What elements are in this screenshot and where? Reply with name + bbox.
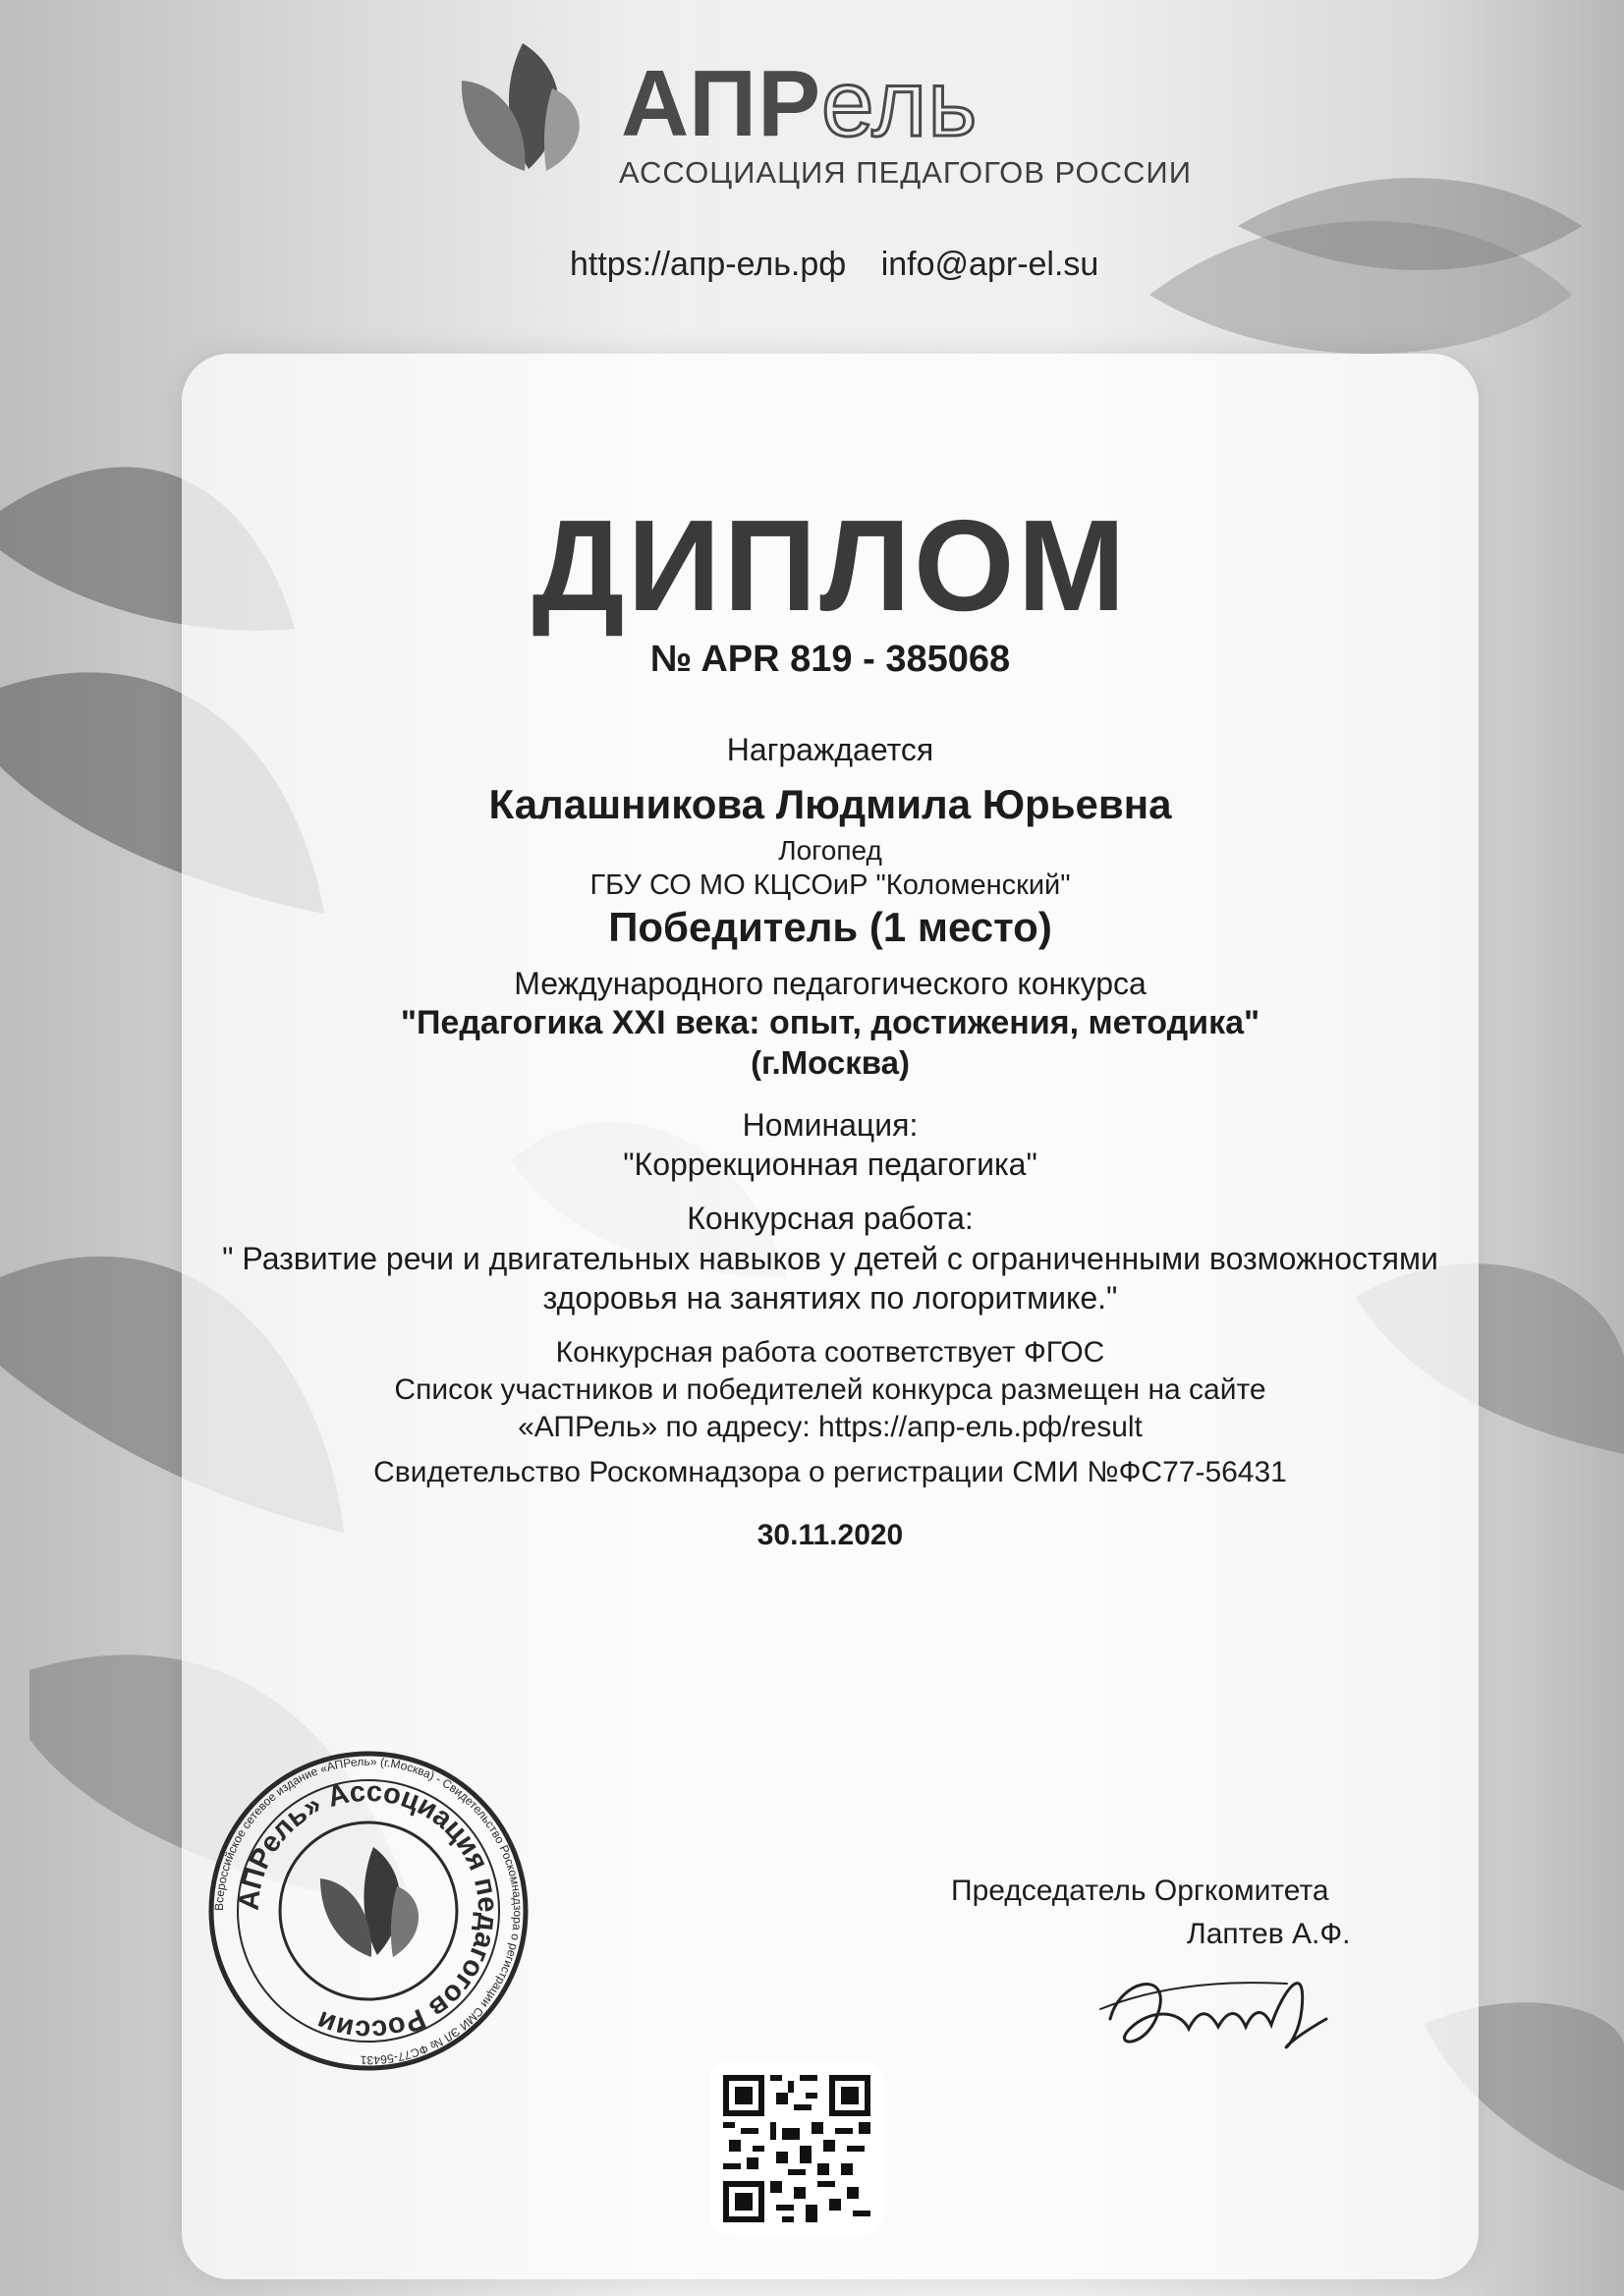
- awarded-label: Награждается: [726, 732, 934, 767]
- diploma-title: ДИПЛОМ: [532, 493, 1129, 638]
- contest-city: (г.Москва): [751, 1044, 910, 1081]
- recipient-name: Калашникова Людмила Юрьевна: [488, 781, 1172, 827]
- results-note-line1: Список участников и победителей конкурса размещен на сайте: [394, 1373, 1266, 1406]
- work-title: " Развитие речи и двигательных навыков у детей с ограниченными возможностями здоровья на занятиях по логоритмике.": [222, 1241, 1438, 1316]
- issue-date: 30.11.2020: [756, 1519, 904, 1551]
- website-link[interactable]: https://апр-ель.рф: [570, 246, 847, 283]
- brand-subtitle: АССОЦИАЦИЯ ПЕДАГОГОВ РОССИИ: [619, 155, 1192, 190]
- logo-leaf-icon: [454, 39, 591, 177]
- contest-type: Международного педагогического конкурса: [514, 966, 1147, 1001]
- work-label: Конкурсная работа:: [687, 1201, 974, 1236]
- diploma-number: № APR 819 - 385068: [649, 639, 1011, 680]
- brand-logo: [621, 51, 979, 156]
- nomination-label: Номинация:: [742, 1107, 919, 1143]
- qr-code[interactable]: [709, 2061, 884, 2236]
- email-link[interactable]: info@apr-el.su: [880, 246, 1099, 283]
- qr-code-icon: [723, 2075, 870, 2222]
- contacts: [570, 246, 1124, 284]
- fgos-note: Конкурсная работа соответствует ФГОС: [555, 1336, 1105, 1369]
- brand-tail: ель: [821, 51, 979, 156]
- result-title: Победитель (1 место): [608, 904, 1052, 950]
- brand-main: АПР: [621, 51, 822, 156]
- recipient-organization: ГБУ СО МО КЦСОиР "Коломенский": [589, 869, 1071, 901]
- stamp-outer-text: Всероссийское сетевое издание «АПРель» (г.Москва) - Свидетельство Роскомнадзора о регистрации СМИ ЭЛ № ФС77-56431: [211, 1754, 526, 2068]
- registration-note: Свидетельство Роскомнадзора о регистрации СМИ №ФС77-56431: [373, 1456, 1287, 1488]
- stamp-inner-text: АПРель» Ассоциация педагогов России: [233, 1775, 504, 2046]
- nomination-value: "Коррекционная педагогика": [623, 1147, 1037, 1182]
- recipient-position: Логопед: [778, 835, 882, 866]
- signature: [1091, 1950, 1356, 2068]
- signatory-name: Лаптев А.Ф.: [1187, 1918, 1351, 1950]
- results-note-line2: «АПРель» по адресу: https://апр-ель.рф/result: [518, 1411, 1143, 1443]
- organization-stamp: [206, 1749, 531, 2073]
- signatory-role: Председатель Оргкомитета: [951, 1875, 1329, 1907]
- contest-name: "Педагогика XXI века: опыт, достижения, методика": [400, 1004, 1260, 1041]
